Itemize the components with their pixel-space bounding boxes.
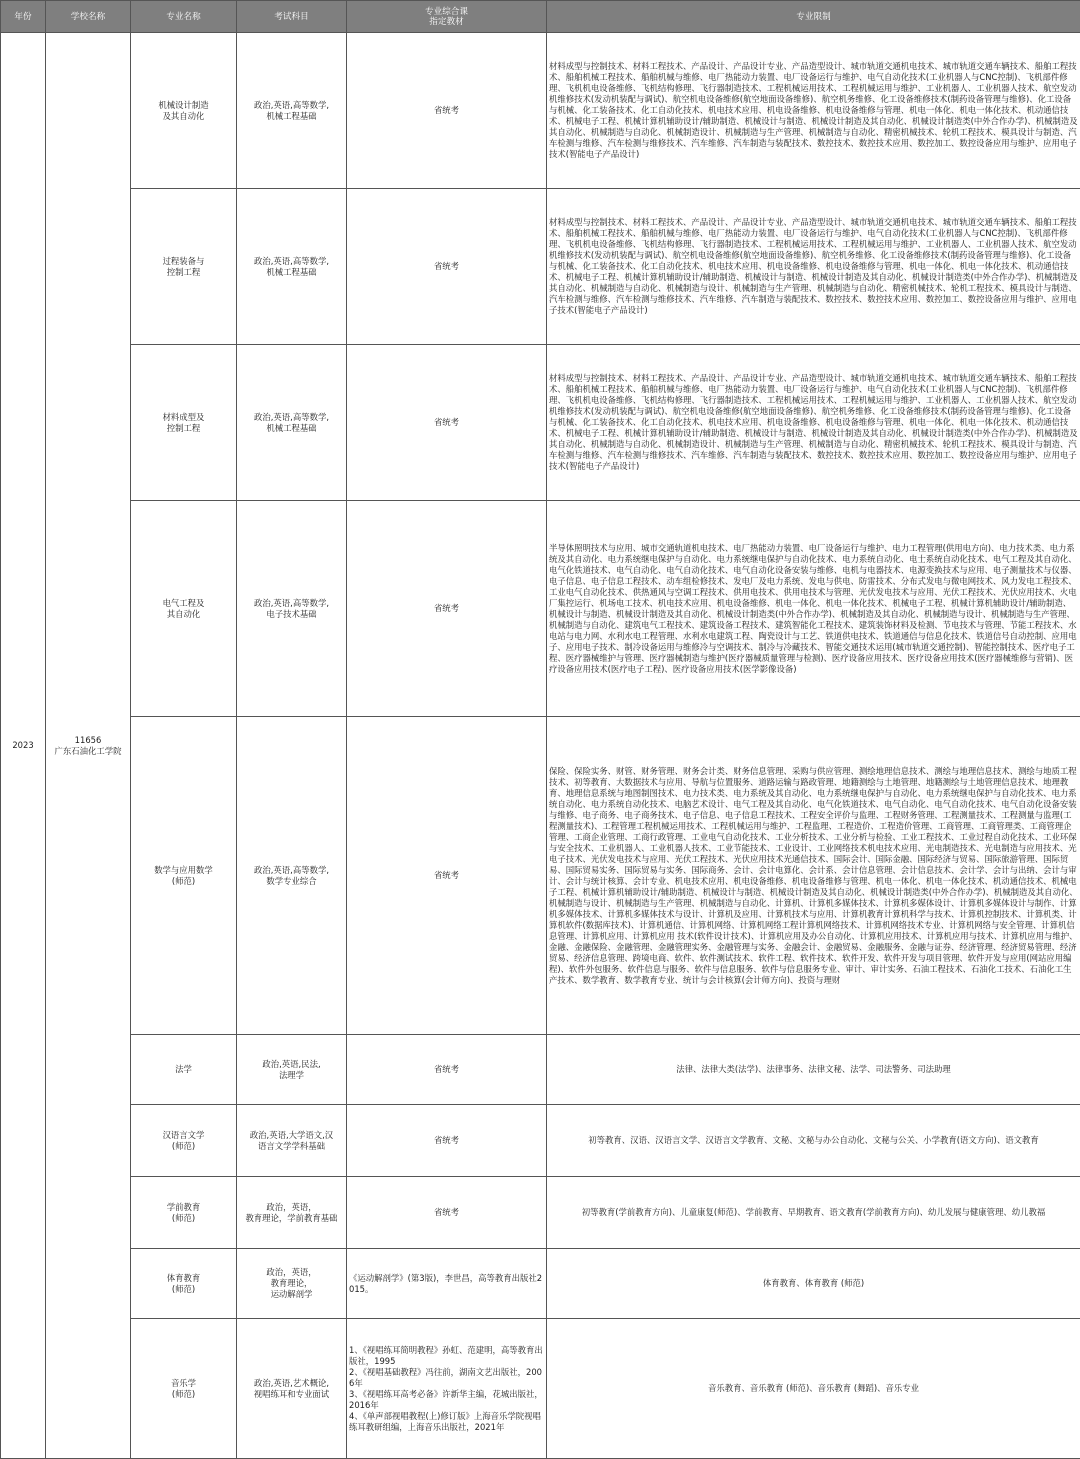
school-name: 广东石油化工学院	[55, 746, 122, 756]
header-row	[1, 1, 1080, 33]
header-school: 学校名称	[46, 1, 131, 33]
header-subjects: 考试科目	[237, 1, 347, 33]
table-body	[1, 33, 1080, 1459]
major-cell: 过程装备与 控制工程	[131, 189, 237, 345]
textbook-cell: 省统考	[347, 1035, 547, 1105]
subjects-cell: 政治，英语， 教育理论， 运动解剖学	[237, 1249, 347, 1319]
table-row	[1, 717, 1080, 1035]
major-cell: 体育教育 (师范)	[131, 1249, 237, 1319]
table-row	[1, 189, 1080, 345]
restriction-cell: 材料成型与控制技术、材料工程技术、产品设计、产品设计专业、产品造型设计、城市轨道交通机电技术、城市轨道交通车辆技术、船舶工程技术、船舶机械工程技术、船舶机械与维修、电厂热能动力装置、电厂设备运行与维护、电气自动化技术(工业机器人与CNC控制)、飞机部件修理、飞机机电设备维修、飞机结构修理、飞行器制造技术、工程机械运用技术、工程机械运用与维护、工业机器人、工业机器人技术、航空发动机维修技术(发动机装配与调试)、航空机电设备维修(航空地面设备维修)、航空机务维修、化工设备维修技术(制药设备管理与维修)、化工设备与机械、化工装备技术、化工自动化技术、机电技术应用、机电设备维修、机电设备维修与管理、机电一体化、机电一体化技术、机动通信技术、机械电子工程、机械计算机辅助设计/辅助制造、机械设计与制造、机械设计制造及其自动化、机械设计制造类(中外合作办学)、机械制造及其自动化、机械制造与自动化、机械制造与设计、机械制造与生产管理、机械制造与自动化、精密机械技术、轮机工程技术、模具设计与制造、汽车检测与维修、汽车检测与维修技术、汽车维修、汽车制造与装配技术、数控技术、数控技术应用、数控加工、数控设备应用与维护、应用电子技术(智能电子产品设计)	[547, 189, 1080, 345]
header-major: 专业名称	[131, 1, 237, 33]
school-cell	[46, 33, 131, 1459]
header-textbook-line2: 指定教材	[429, 17, 463, 27]
table-row	[1, 1105, 1080, 1177]
major-cell: 数学与应用数学 (师范)	[131, 717, 237, 1035]
restriction-cell: 初等教育、汉语、汉语言文学、汉语言文学教育、文秘、文秘与办公自动化、文秘与公关、小学教育(语文方向)、语文教育	[547, 1105, 1080, 1177]
major-cell: 材料成型及 控制工程	[131, 345, 237, 501]
textbook-cell: 《运动解剖学》(第3版)，李世昌，高等教育出版社2015。	[347, 1249, 547, 1319]
subjects-cell: 政治,英语,高等数学, 电子技术基础	[237, 501, 347, 717]
table-row	[1, 33, 1080, 189]
restriction-cell: 法律、法律大类(法学)、法律事务、法律文秘、法学、司法警务、司法助理	[547, 1035, 1080, 1105]
textbook-cell: 省统考	[347, 189, 547, 345]
header-restriction: 专业限制	[547, 1, 1080, 33]
table-row	[1, 1319, 1080, 1459]
table-row	[1, 1035, 1080, 1105]
textbook-cell: 省统考	[347, 1177, 547, 1249]
major-cell: 机械设计制造 及其自动化	[131, 33, 237, 189]
textbook-cell: 省统考	[347, 717, 547, 1035]
table-row	[1, 345, 1080, 501]
subjects-cell: 政治,英语,民法, 法理学	[237, 1035, 347, 1105]
restriction-cell: 初等教育(学前教育方向)、儿童康复(师范)、学前教育、早期教育、语文教育(学前教育方向)、幼儿发展与健康管理、幼儿教福	[547, 1177, 1080, 1249]
textbook-cell: 省统考	[347, 501, 547, 717]
restriction-cell: 保险、保险实务、财管、财务管理、财务会计类、财务信息管理、采购与供应管理、测绘地理信息技术、测绘与地理信息技术、测绘与地质工程技术、初等教育、大数据技术与应用、导航与位置服务、道路运输与路政管理、地籍测绘与土地管理、地籍测绘与土地管理信息技术、地理教育、地理信息系统与地图制图技术、电力技术类、电力系统及其自动化、电力系统继电保护与自动化、电力系统继电保护与自动化技术、电力系统自动化、电力系统自动化技术、电脑艺术设计、电气工程及其自动化、电气化铁道技术、电气自动化、电气自动化技术、电气自动化设备安装与维修、电子商务、电子商务技术、电子信息、电子信息工程技术、工程安全评价与监理、工程财务管理、工程测量技术、工程测量与监理(工程测量技术)、工程管理工程机械运用技术、工程机械运用与维护、工程监理、工程造价、工程造价管理、工商管理、工商管理类、工商管理企管理、工商企业管理、工商行政管理、工业电气自动化技术、工业分析技术、工业分析与检验、工业工程技术、工业过程自动化技术、工业环保与安全技术、工业机器人、工业机器人技术、工业节能技术、工业设计、工业网络技术机电技术应用、光电制造技术、光电制造与应用技术、光电子技术、光伏发电技术与应用、光伏工程技术、光伏应用技术光通信技术、国际会计、国际金融、国际经济与贸易、国际旅游管理、国际贸易、国际贸易实务、国际贸易与实务、国际商务、会计、会计电算化、会计系、会计信息管理、会计信息技术、会计学、会计与出纳、会计与审计、会计与统计核算、会计专业、机电技术应用、机电设备维修、机电设备维修与管理、机电一体化、机电一体化技术、机动通信技术、机械电子工程、机械计算机辅助设计/辅助制造、机械设计与制造、机械设计制造及其自动化、机械设计制造类(中外合作办学)、机械制造及其自动化、机械制造与设计、机械制造与生产管理、机械制造与自动化、计算机、计算机多媒体技术、计算机多媒体设计、计算机多媒体设计与制作、计算机多媒体技术、计算机多媒体技术与设计、计算机及应用、计算机技术与应用、计算机教育计算机科学与技术、计算机控制技术、计算机类、计算机软件(数据库技术)、计算机通信、计算机网络、计算机网络工程计算机网络技术、计算机网络技术专业、计算机网络与安全管理、计算机信息管理、计算机应用、计算机应用 技术(软件设计技术)、计算机应用及办公自动化、计算机应用技术、计算机应用与技术、计算机应用与维护、金融、金融保险、金融管理、金融管理实务、金融管理与实务、金融会计、金融贸易、金融服务、金融与证券、经济管理、经济贸易管理、经济贸易、经济信息管理、跨境电商、软件、软件测试技术、软件工程、软件技术、软件开发、软件开发与项目管理、软件开发与应用(网站应用编程)、软件外包服务、软件信息与服务、软件与信息服务、软件与信息服务专业、审计、审计实务、石油工程技术、石油化工技术、石油化工生产技术、数学教育、数学教育专业、统计与会计核算(会计师方向)、投资与理财	[547, 717, 1080, 1035]
header-textbook-line1: 专业综合课	[425, 7, 468, 17]
subjects-cell: 政治,英语,高等数学, 数学专业综合	[237, 717, 347, 1035]
subjects-cell: 政治,英语,高等数学, 机械工程基础	[237, 33, 347, 189]
major-cell: 汉语言文学 (师范)	[131, 1105, 237, 1177]
subjects-cell: 政治,英语,艺术概论, 视唱练耳和专业面试	[237, 1319, 347, 1459]
restriction-cell: 材料成型与控制技术、材料工程技术、产品设计、产品设计专业、产品造型设计、城市轨道交通机电技术、城市轨道交通车辆技术、船舶工程技术、船舶机械工程技术、船舶机械与维修、电厂热能动力装置、电厂设备运行与维护、电气自动化技术(工业机器人与CNC控制)、飞机部件修理、飞机机电设备维修、飞机结构修理、飞行器制造技术、工程机械运用技术、工程机械运用与维护、工业机器人、工业机器人技术、航空发动机维修技术(发动机装配与调试)、航空机电设备维修(航空地面设备维修)、航空机务维修、化工设备维修技术(制药设备管理与维修)、化工设备与机械、化工装备技术、化工自动化技术、机电技术应用、机电设备维修、机电设备维修与管理、机电一体化、机电一体化技术、机动通信技术、机械电子工程、机械计算机辅助设计/辅助制造、机械设计与制造、机械设计制造及其自动化、机械设计制造类(中外合作办学)、机械制造及其自动化、机械制造与自动化、机械制造设计、机械制造与生产管理、机械制造与自动化、精密机械技术、轮机工程技术、模具设计与制造、汽车检测与维修、汽车检测与维修技术、汽车维修、汽车制造与装配技术、数控技术、数控技术应用、数控加工、数控设备应用与维护、应用电子技术(智能电子产品设计)	[547, 345, 1080, 501]
major-cell: 法学	[131, 1035, 237, 1105]
textbook-cell: 省统考	[347, 1105, 547, 1177]
table-row	[1, 1177, 1080, 1249]
restriction-cell: 体育教育、体育教育 (师范)	[547, 1249, 1080, 1319]
restriction-cell: 音乐教育、音乐教育 (师范)、音乐教育 (舞蹈)、音乐专业	[547, 1319, 1080, 1459]
major-cell: 音乐学 (师范)	[131, 1319, 237, 1459]
subjects-cell: 政治，英语， 教育理论，学前教育基础	[237, 1177, 347, 1249]
header-year: 年份	[1, 1, 46, 33]
header-textbook	[347, 1, 547, 33]
textbook-cell: 1、《视唱练耳简明教程》孙虹、范建明，高等教育出版社，1995 2、《视唱基础教程》冯往前，湖南文艺出版社，2006年 3、《视唱练耳高考必备》许新华主编，花城出版社，2016年 4、《单声部视唱教程(上)修订版》上海音乐学院视唱练耳教研组编，上海音乐出版社，2021年	[347, 1319, 547, 1459]
year-cell: 2023	[1, 33, 46, 1459]
textbook-cell: 省统考	[347, 33, 547, 189]
subjects-cell: 政治,英语,高等数学, 机械工程基础	[237, 189, 347, 345]
subjects-cell: 政治,英语,大学语文,汉 语言文学学科基础	[237, 1105, 347, 1177]
textbook-cell: 省统考	[347, 345, 547, 501]
subjects-cell: 政治,英语,高等数学, 机械工程基础	[237, 345, 347, 501]
table-row	[1, 1249, 1080, 1319]
table-row	[1, 501, 1080, 717]
school-code: 11656	[75, 735, 102, 745]
major-cell: 电气工程及 其自动化	[131, 501, 237, 717]
major-cell: 学前教育 (师范)	[131, 1177, 237, 1249]
restriction-cell: 材料成型与控制技术、材料工程技术、产品设计、产品设计专业、产品造型设计、城市轨道交通机电技术、城市轨道交通车辆技术、船舶工程技术、船舶机械工程技术、船舶机械与维修、电厂热能动力装置、电厂设备运行与维护、电气自动化技术(工业机器人与CNC控制)、飞机部件修理、飞机机电设备维修、飞机结构修理、飞行器制造技术、工程机械运用技术、工程机械运用与维护、工业机器人、工业机器人技术、航空发动机维修技术(发动机装配与调试)、航空机电设备维修(航空地面设备维修)、航空机务维修、化工设备维修技术(制药设备管理与维修)、化工设备与机械、化工装备技术、化工自动化技术、机电技术应用、机电设备维修、机电设备维修与管理、机电一体化、机电一体化技术、机动通信技术、机械电子工程、机械计算机辅助设计/辅助制造、机械设计与制造、机械设计制造及其自动化、机械设计制造类(中外合作办学)、机械制造及其自动化、机械制造与自动化、机械制造设计、机械制造与生产管理、机械制造与自动化、精密机械技术、轮机工程技术、模具设计与制造、汽车检测与维修、汽车检测与维修技术、汽车维修、汽车制造与装配技术、数控技术、数控技术应用、数控加工、数控设备应用与维护、应用电子技术(智能电子产品设计)	[547, 33, 1080, 189]
restriction-cell: 半导体照明技术与应用、城市交通轨道机电技术、电厂热能动力装置、电厂设备运行与维护、电力工程管理(供用电方向)、电力技术类、电力系统及其自动化、电力系统继电保护与自动化、电力系统继电保护与自动化技术、电力系统自动化、电士系统自动化技术、电气工程及其自动化、电气化铁道技术、电气自动化、电气自动化技术、电气自动化设备安装与维修、电机与电器技术、电源变换技术与应用、电子测量技术与仪器、电子信息、电子信息工程技术、动车组检修技术、发电厂及电力系统、发电与供电、防雷技术、分布式发电与微电网技术、风力发电工程技术、工业电气自动化技术、供热通风与空调工程技术、供用电技术、供用电技术与管理、光伏发电技术与应用、光伏工程技术、光伏应用技术、火电厂集控运行、机场电工技术、机电技术应用、机电设备维修、机电一体化、机电一体化技术、机械电子工程、机械计算机辅助设计/辅助制造、机械设计与制造、机械设计制造及其自动化、机械设计制造类(中外合作办学)、机械制造及其自动化、机械制造与设计、机械制造与生产管理、机械制造与自动化、建筑电气工程技术、建筑设备工程技术、建筑智能化工程技术、建筑装饰材料及检测、节电技术与管理、节能工程技术、水电站与电力网、水利水电工程管理、水利水电建筑工程、陶瓷设计与工艺、铁道供电技术、铁道通信与信息化技术、铁道信号自动控制、应用电子、应用电子技术、制冷设备运用与维修冷与空调技术、制冷与冷藏技术、智能交通技术运用(城市轨道交通控制)、智能控制技术、医疗电子工程、医疗器械维护与管理、医疗器械制造与维护(医疗器械质量管理与检测)、医疗设备应用技术、医疗设备应用技术(医疗器械维修与营销)、医疗设备应用技术(医疗电子工程)、医疗设备应用技术(医学影像设备)	[547, 501, 1080, 717]
